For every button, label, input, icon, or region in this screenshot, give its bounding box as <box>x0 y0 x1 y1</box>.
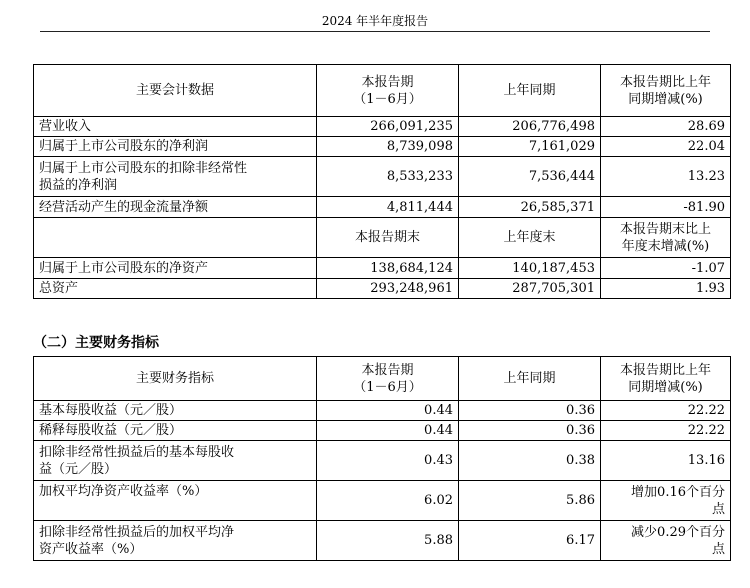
key-accounting-data-table <box>33 64 731 299</box>
header-divider <box>40 31 710 32</box>
row-current-value: 0.44 <box>317 421 459 441</box>
row-label: 营业收入 <box>34 117 317 137</box>
header-cell-line: 同期增减(%) <box>628 91 703 107</box>
row-change-value: 22.22 <box>601 421 731 441</box>
header-cell-line: （1－6月） <box>353 91 422 107</box>
row-change-value <box>601 481 731 521</box>
row-change-value: 22.22 <box>601 401 731 421</box>
table-row <box>34 258 731 279</box>
table-row <box>34 137 731 157</box>
table-header-row <box>34 65 731 117</box>
row-change-value: 13.16 <box>601 441 731 481</box>
header-cell-current-period <box>317 357 459 401</box>
row-change-line: 点 <box>711 501 725 517</box>
subheader-cell-line: 年度末增减(%) <box>621 238 710 254</box>
table-row <box>34 279 731 299</box>
row-prior-value: 7,161,029 <box>459 137 601 157</box>
row-current-value: 8,739,098 <box>317 137 459 157</box>
row-current-value: 138,684,124 <box>317 258 459 279</box>
table-row <box>34 117 731 137</box>
subheader-cell-line: 本报告期末比上 <box>619 221 711 237</box>
row-label: 总资产 <box>34 279 317 299</box>
row-current-value: 8,533,233 <box>317 157 459 197</box>
row-current-value: 5.88 <box>317 521 459 561</box>
table-header-row <box>34 357 731 401</box>
header-cell-line: （1－6月） <box>353 379 422 395</box>
row-change-value <box>601 521 731 561</box>
row-label-line: 扣除非经常性损益后的加权平均净 <box>39 524 235 540</box>
row-change-line: 点 <box>711 541 725 557</box>
row-current-value: 6.02 <box>317 481 459 521</box>
row-label-line: 益（元／股） <box>39 461 118 477</box>
row-label <box>34 157 317 197</box>
row-label-line: 资产收益率（%） <box>39 541 143 557</box>
row-prior-value: 0.38 <box>459 441 601 481</box>
row-label: 稀释每股收益（元／股） <box>34 421 317 441</box>
table-row <box>34 481 731 521</box>
subheader-cell-period-end: 本报告期末 <box>317 218 459 258</box>
row-label: 归属于上市公司股东的净利润 <box>34 137 317 157</box>
table-row <box>34 521 731 561</box>
row-label: 基本每股收益（元／股） <box>34 401 317 421</box>
row-prior-value: 26,585,371 <box>459 197 601 218</box>
header-cell-line: 同期增减(%) <box>628 379 703 395</box>
row-current-value: 293,248,961 <box>317 279 459 299</box>
row-label: 经营活动产生的现金流量净额 <box>34 197 317 218</box>
row-prior-value: 5.86 <box>459 481 601 521</box>
row-current-value: 0.44 <box>317 401 459 421</box>
row-change-value: 28.69 <box>601 117 731 137</box>
row-change-line: 增加0.16个百分 <box>631 484 725 500</box>
header-cell-prior-period: 上年同期 <box>459 65 601 117</box>
header-cell-line: 本报告期比上年 <box>619 74 711 90</box>
table-row <box>34 157 731 197</box>
subheader-empty-cell <box>34 218 317 258</box>
header-cell-line: 本报告期 <box>361 74 414 90</box>
row-change-value: -81.90 <box>601 197 731 218</box>
row-label-line: 扣除非经常性损益后的基本每股收 <box>39 444 235 460</box>
key-financial-indicators-table <box>33 356 731 561</box>
row-prior-value: 6.17 <box>459 521 601 561</box>
row-prior-value: 287,705,301 <box>459 279 601 299</box>
subheader-cell-change <box>601 218 731 258</box>
row-label <box>34 521 317 561</box>
header-cell-prior-period: 上年同期 <box>459 357 601 401</box>
row-prior-value: 206,776,498 <box>459 117 601 137</box>
header-cell-change <box>601 65 731 117</box>
row-change-value: 13.23 <box>601 157 731 197</box>
row-label: 加权平均净资产收益率（%） <box>34 481 317 521</box>
table-row <box>34 401 731 421</box>
page-header-title: 2024 年半年度报告 <box>321 14 429 28</box>
row-prior-value: 140,187,453 <box>459 258 601 279</box>
row-label-line: 归属于上市公司股东的扣除非经常性 <box>39 160 248 176</box>
header-cell-line: 本报告期 <box>361 362 414 378</box>
row-prior-value: 0.36 <box>459 421 601 441</box>
row-label: 归属于上市公司股东的净资产 <box>34 258 317 279</box>
row-prior-value: 0.36 <box>459 401 601 421</box>
header-cell-current-period <box>317 65 459 117</box>
header-cell-indicator: 主要财务指标 <box>34 357 317 401</box>
row-label <box>34 441 317 481</box>
row-current-value: 4,811,444 <box>317 197 459 218</box>
header-cell-indicator: 主要会计数据 <box>34 65 317 117</box>
header-cell-line: 本报告期比上年 <box>619 362 711 378</box>
row-current-value: 0.43 <box>317 441 459 481</box>
table-row <box>34 197 731 218</box>
table-row <box>34 441 731 481</box>
table-subheader-row <box>34 218 731 258</box>
row-prior-value: 7,536,444 <box>459 157 601 197</box>
section-heading: （二）主要财务指标 <box>33 335 159 351</box>
header-cell-change <box>601 357 731 401</box>
subheader-cell-prior-year-end: 上年度末 <box>459 218 601 258</box>
row-change-value: 22.04 <box>601 137 731 157</box>
row-change-line: 减少0.29个百分 <box>631 524 725 540</box>
table-row <box>34 421 731 441</box>
row-current-value: 266,091,235 <box>317 117 459 137</box>
row-label-line: 损益的净利润 <box>39 177 118 193</box>
row-change-value: -1.07 <box>601 258 731 279</box>
row-change-value: 1.93 <box>601 279 731 299</box>
